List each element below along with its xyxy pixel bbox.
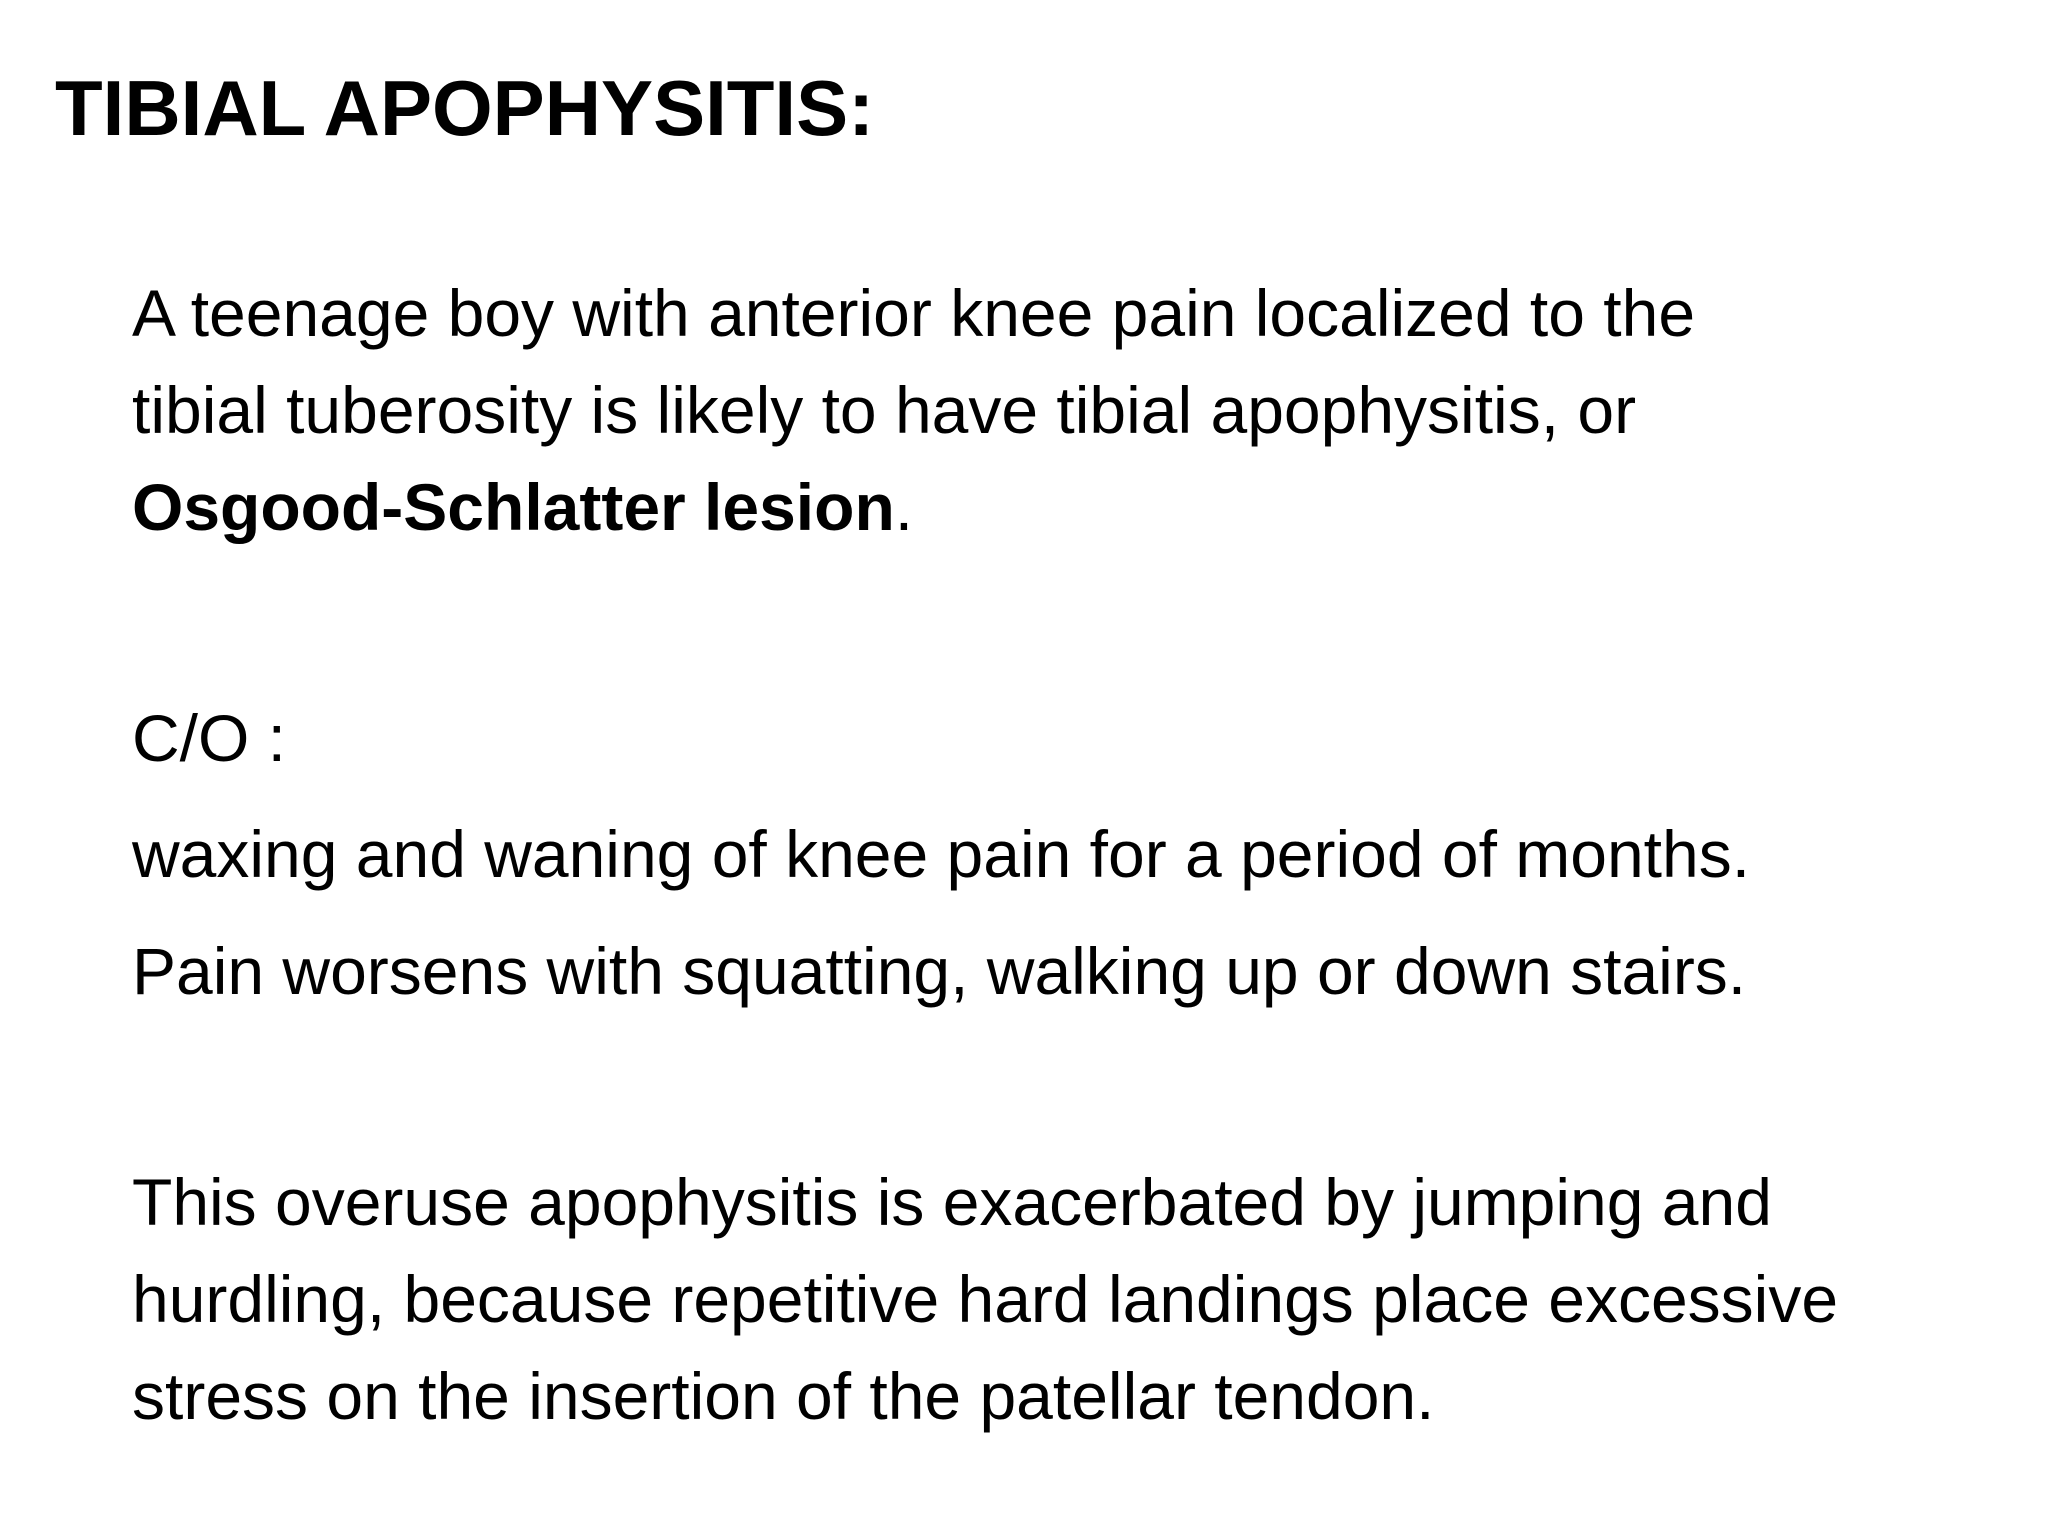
explanation-line-1: This overuse apophysitis is exacerbated by jumping and xyxy=(132,1165,1772,1239)
complaint-line-1: waxing and waning of knee pain for a period of months. xyxy=(132,817,1751,891)
slide-title: TIBIAL APOPHYSITIS: xyxy=(55,64,875,152)
intro-period: . xyxy=(894,470,914,544)
intro-line-3 xyxy=(132,459,2032,556)
explanation-line-3: stress on the insertion of the patellar tendon. xyxy=(132,1359,1435,1433)
explanation-line-2: hurdling, because repetitive hard landings place excessive xyxy=(132,1262,1839,1336)
intro-line-2: tibial tuberosity is likely to have tibial apophysitis, or xyxy=(132,373,1637,447)
complaint-line-2: Pain worsens with squatting, walking up or down stairs. xyxy=(132,934,1747,1008)
explanation-paragraph xyxy=(132,1154,2032,1445)
intro-line-1: A teenage boy with anterior knee pain localized to the xyxy=(132,276,1696,350)
osgood-schlatter-term: Osgood-Schlatter lesion xyxy=(132,470,895,544)
intro-paragraph xyxy=(132,265,2032,556)
complaint-label: C/O : xyxy=(132,701,287,775)
